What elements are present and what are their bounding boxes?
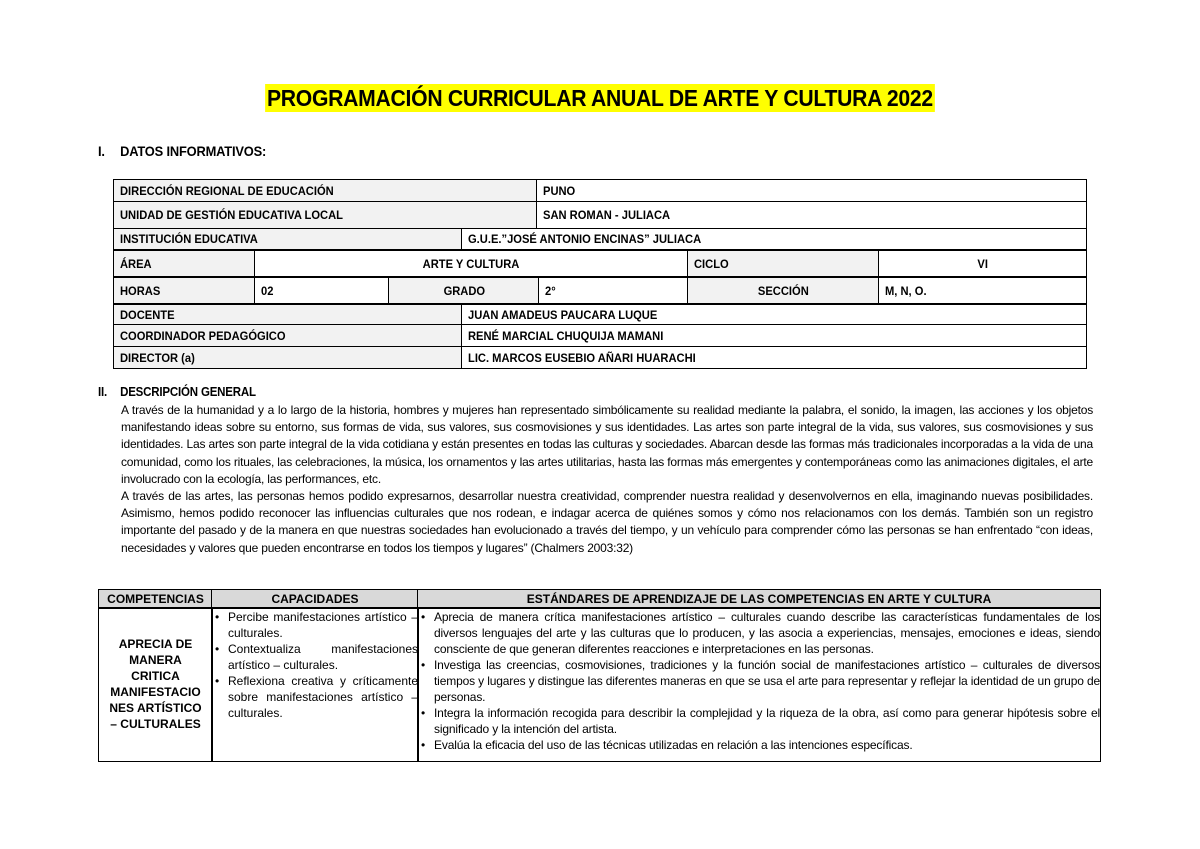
list-item <box>212 673 418 721</box>
dre-value-cell <box>536 179 1087 202</box>
coordinador-value-cell <box>461 324 1087 347</box>
horas-label: HORAS <box>120 283 161 298</box>
capacity-text: Percibe manifestaciones artístico – culturales. <box>228 610 418 640</box>
bullet-icon: • <box>215 610 220 624</box>
section-heading-descripcion <box>98 385 256 399</box>
header-competencias: COMPETENCIAS <box>98 589 213 608</box>
ciclo-value-cell <box>878 250 1087 277</box>
coordinador-label: COORDINADOR PEDAGÓGICO <box>120 328 286 343</box>
competency-name <box>99 609 212 732</box>
section-label: DATOS INFORMATIVOS: <box>120 143 267 159</box>
ciclo-value: VI <box>977 256 988 271</box>
list-item <box>418 737 1100 753</box>
section-heading-datos <box>98 143 266 159</box>
area-value-cell <box>254 250 689 277</box>
ciclo-label: CICLO <box>694 256 729 271</box>
competency-line: – CULTURALES <box>110 717 201 731</box>
description-paragraph: A través de la humanidad y a lo largo de la historia, hombres y mujeres han representado simbólicamente su realidad mediante la palabra, el sonido, la imagen, las acciones y los objetos manifestando ideas sobre su entorno, sus formas de vida, sus valores, sus cosmovisiones y sus identidades. Las artes son parte integral de la vida, sus valores, sus cosmovisiones y sus identidades. Las artes son parte integral de la vida cotidiana y están presentes en todas las culturas y sociedades. Abarcan desde las formas más tradicionales incorporadas a la vida de una comunidad, como los rituales, las celebraciones, la música, los ornamentos y las artes utilitarias, hasta las formas más emergentes y contemporáneas como las animaciones digitales, el arte involucrado con la ecología, las performances, etc. <box>121 403 1093 486</box>
grado-label-cell <box>388 277 540 304</box>
section-number: II. <box>98 385 108 399</box>
ugel-label-cell <box>113 201 538 229</box>
horas-value-cell <box>254 277 390 304</box>
competency-line: MANIFESTACIO <box>110 685 201 699</box>
seccion-label: SECCIÓN <box>758 283 809 298</box>
header-capacidades: CAPACIDADES <box>211 589 419 608</box>
director-label: DIRECTOR (a) <box>120 350 195 365</box>
list-item <box>418 705 1100 737</box>
director-value-cell <box>461 346 1087 369</box>
area-label-cell <box>113 250 256 277</box>
ie-value: G.U.E.”JOSÉ ANTONIO ENCINAS” JULIACA <box>468 232 702 246</box>
ugel-label: UNIDAD DE GESTIÓN EDUCATIVA LOCAL <box>120 208 343 222</box>
competency-line: CRITICA <box>131 669 180 683</box>
ciclo-label-cell <box>687 250 880 277</box>
competency-line: NES ARTÍSTICO <box>109 701 202 715</box>
ugel-value: SAN ROMAN - JULIACA <box>543 208 671 222</box>
capacities-list <box>212 609 418 721</box>
capacities-cell <box>211 608 419 762</box>
grado-label: GRADO <box>443 283 485 298</box>
capacity-text: Contextualiza manifestaciones artístico – culturales. <box>228 642 418 672</box>
description-body <box>121 402 1093 557</box>
list-item <box>418 609 1100 657</box>
bullet-icon: • <box>421 738 426 752</box>
docente-label: DOCENTE <box>120 307 175 322</box>
ie-value-cell <box>461 228 1087 250</box>
bullet-icon: • <box>421 706 426 720</box>
dre-value: PUNO <box>543 183 576 198</box>
capacity-text: Reflexiona creativa y críticamente sobre manifestaciones artístico – culturales. <box>228 674 418 720</box>
dre-label: DIRECCIÓN REGIONAL DE EDUCACIÓN <box>120 183 334 198</box>
ugel-value-cell <box>536 201 1087 229</box>
dre-label-cell <box>113 179 538 202</box>
seccion-value: M, N, O. <box>885 283 927 298</box>
standards-list <box>418 609 1100 753</box>
list-item <box>418 657 1100 705</box>
docente-value-cell <box>461 304 1087 325</box>
competency-line: MANERA <box>129 653 182 667</box>
standard-text: Aprecia de manera crítica manifestaciones artístico – culturales cuando describe las características fundamentales de los diversos lenguajes del arte y las culturas que lo producen, y las asocia a experiencias, mensajes, emociones e ideas, siendo consciente de que generan diferentes reacciones e interpretaciones en las personas. <box>434 610 1100 656</box>
section-label: DESCRIPCIÓN GENERAL <box>120 385 256 399</box>
standard-text: Evalúa la eficacia del uso de las técnicas utilizadas en relación a las intenciones específicas. <box>434 738 913 752</box>
grado-value-cell <box>538 277 689 304</box>
standard-text: Investiga las creencias, cosmovisiones, tradiciones y la función social de manifestaciones artístico – culturales de diversos tiempos y lugares y distingue las diferentes maneras en que se usa el arte para representar y reflejar la identidad de un grupo de personas. <box>434 658 1100 704</box>
competency-cell <box>98 608 213 762</box>
grado-value: 2° <box>545 283 556 298</box>
document-title: PROGRAMACIÓN CURRICULAR ANUAL DE ARTE Y CULTURA 2022 <box>267 85 933 111</box>
competencies-table <box>98 589 1101 762</box>
bullet-icon: • <box>215 674 220 688</box>
standard-text: Integra la información recogida para describir la complejidad y la riqueza de la obra, así como para generar hipótesis sobre el significado y la intención del artista. <box>434 706 1100 736</box>
docente-value: JUAN AMADEUS PAUCARA LUQUE <box>468 307 658 322</box>
ie-label: INSTITUCIÓN EDUCATIVA <box>120 232 258 246</box>
director-label-cell <box>113 346 463 369</box>
docente-label-cell <box>113 304 463 325</box>
competency-line: APRECIA DE <box>118 637 193 651</box>
bullet-icon: • <box>421 610 426 624</box>
document-title-wrap <box>0 84 1200 112</box>
seccion-label-cell <box>687 277 880 304</box>
section-number: I. <box>98 143 105 159</box>
horas-value: 02 <box>261 283 274 298</box>
description-paragraph: A través de las artes, las personas hemos podido expresarnos, desarrollar nuestra creatividad, comprender nuestra realidad y desenvolvernos en ella, imaginando nuevas posibilidades. Asimismo, hemos podido reconocer las influencias culturales que nos rodean, e indagar acerca de quiénes somos y cómo nos relacionamos con los demás. También son un registro importante del pasado y de la manera en que nuestras sociedades han evolucionado a través del tiempo, y un vehículo para comprender cómo las personas se han enfrentado “con ideas, necesidades y valores que pueden encontrarse en todos los tiempos y lugares” (Chalmers 2003:32) <box>121 489 1093 555</box>
bullet-icon: • <box>421 658 426 672</box>
ie-label-cell <box>113 228 463 250</box>
standards-cell <box>417 608 1101 762</box>
list-item <box>212 641 418 673</box>
bullet-icon: • <box>215 642 220 656</box>
area-value: ARTE Y CULTURA <box>423 256 520 271</box>
coordinador-value: RENÉ MARCIAL CHUQUIJA MAMANI <box>468 328 664 343</box>
director-value: LIC. MARCOS EUSEBIO AÑARI HUARACHI <box>468 350 696 365</box>
seccion-value-cell <box>878 277 1087 304</box>
area-label: ÁREA <box>120 256 152 271</box>
coordinador-label-cell <box>113 324 463 347</box>
horas-label-cell <box>113 277 256 304</box>
list-item <box>212 609 418 641</box>
header-estandares: ESTÁNDARES DE APRENDIZAJE DE LAS COMPETENCIAS EN ARTE Y CULTURA <box>417 589 1101 608</box>
